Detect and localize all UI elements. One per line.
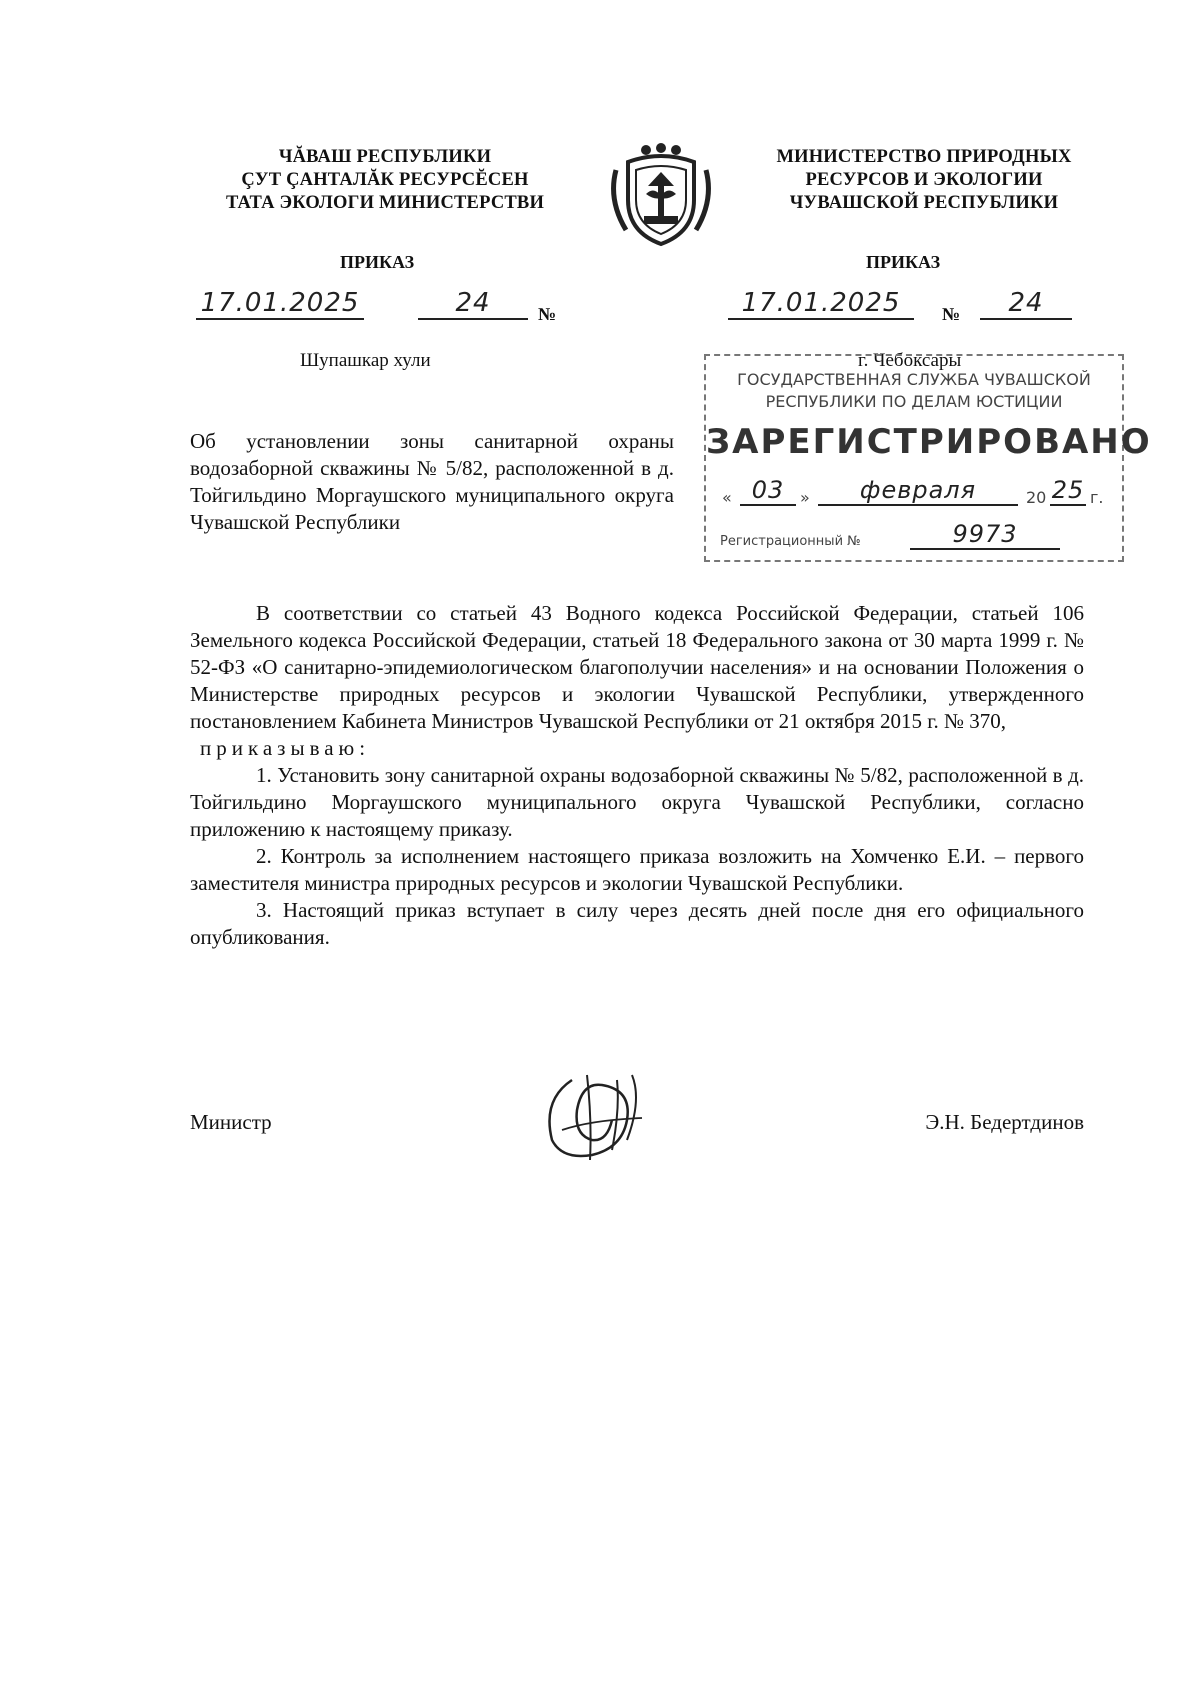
left-number-handwritten: 24: [418, 288, 528, 320]
right-number-handwritten: 24: [980, 288, 1072, 320]
stamp-year-suffix: 25: [1051, 476, 1085, 504]
header-left: [180, 146, 590, 215]
header-left-line2: ÇУТ ÇАНТАЛĂК РЕСУРСĔСЕН: [241, 170, 529, 190]
signature-position: Министр: [190, 1110, 272, 1134]
place-left: Шупашкар хули: [300, 350, 431, 371]
registration-stamp: [704, 354, 1152, 562]
stamp-year-prefix: 20: [1026, 488, 1047, 507]
stamp-day: 03: [740, 476, 796, 506]
stamp-reg-row: [720, 520, 1110, 552]
stamp-status: ЗАРЕГИСТРИРОВАНО: [706, 422, 1152, 462]
place-right: г. Чебоксары: [858, 350, 962, 371]
right-date-handwritten: 17.01.2025: [728, 288, 914, 320]
header-right-line3: ЧУВАШСКОЙ РЕСПУБЛИКИ: [789, 193, 1059, 213]
stamp-line1: ГОСУДАРСТВЕННАЯ СЛУЖБА ЧУВАШСКОЙ: [737, 370, 1091, 389]
body-item-2: 2. Контроль за исполнением настоящего приказа возложить на Хомченко Е.И. – первого заместителя министра природных ресурсов и экологии Чувашской Республики.: [190, 844, 1084, 895]
header-right-line1: МИНИСТЕРСТВО ПРИРОДНЫХ: [776, 147, 1072, 167]
left-number-sign: №: [538, 304, 557, 324]
header-right: [734, 146, 1114, 215]
order-subject: Об установлении зоны санитарной охраны водозаборной скважины № 5/82, расположенной в д. Тойгильдино Моргаушского муниципального округа Чувашской Республики: [190, 429, 674, 534]
handwritten-signature: [532, 1060, 672, 1170]
prikaz-title-left: ПРИКАЗ: [340, 252, 415, 272]
header-left-line1: ЧĂВАШ РЕСПУБЛИКИ: [278, 147, 492, 167]
body-item-3: 3. Настоящий приказ вступает в силу через десять дней после дня его официального опубликования.: [190, 898, 1084, 949]
header-left-line3: ТАТА ЭКОЛОГИ МИНИСТЕРСТВИ: [225, 193, 545, 213]
stamp-year-unit: г.: [1090, 488, 1104, 507]
header-right-line2: РЕСУРСОВ И ЭКОЛОГИИ: [805, 170, 1043, 190]
body-order-word: приказываю:: [200, 736, 371, 760]
coat-of-arms-emblem: [606, 140, 716, 250]
order-body: [190, 600, 1084, 951]
stamp-quote-open: «: [722, 488, 732, 507]
stamp-month: февраля: [818, 476, 1018, 506]
stamp-line2: РЕСПУБЛИКИ ПО ДЕЛАМ ЮСТИЦИИ: [765, 392, 1063, 411]
signature-name: Э.Н. Бедертдинов: [925, 1110, 1084, 1134]
stamp-date-row: [720, 476, 1110, 510]
right-number-sign: №: [942, 304, 961, 324]
body-item-1: 1. Установить зону санитарной охраны водозаборной скважины № 5/82, расположенной в д. Тойгильдино Моргаушского муниципального округа Чувашской Республики, согласно приложению к настоящему приказу.: [190, 763, 1084, 841]
stamp-reg-number: 9973: [910, 520, 1060, 550]
left-date-handwritten: 17.01.2025: [196, 288, 364, 320]
body-preamble: В соответствии со статьей 43 Водного кодекса Российской Федерации, статьей 106 Земельного кодекса Российской Федерации, статьей 18 Федерального закона от 30 марта 1999 г. № 52-ФЗ «О санитарно-эпидемиологическом благополучии населения» и на основании Положения о Министерстве природных ресурсов и экологии Чувашской Республики, утвержденного постановлением Кабинета Министров Чувашской Республики от 21 октября 2015 г. № 370,: [190, 601, 1084, 733]
stamp-reg-label: Регистрационный №: [720, 534, 861, 549]
stamp-quote-close: »: [800, 488, 810, 507]
prikaz-title-right: ПРИКАЗ: [866, 252, 941, 272]
